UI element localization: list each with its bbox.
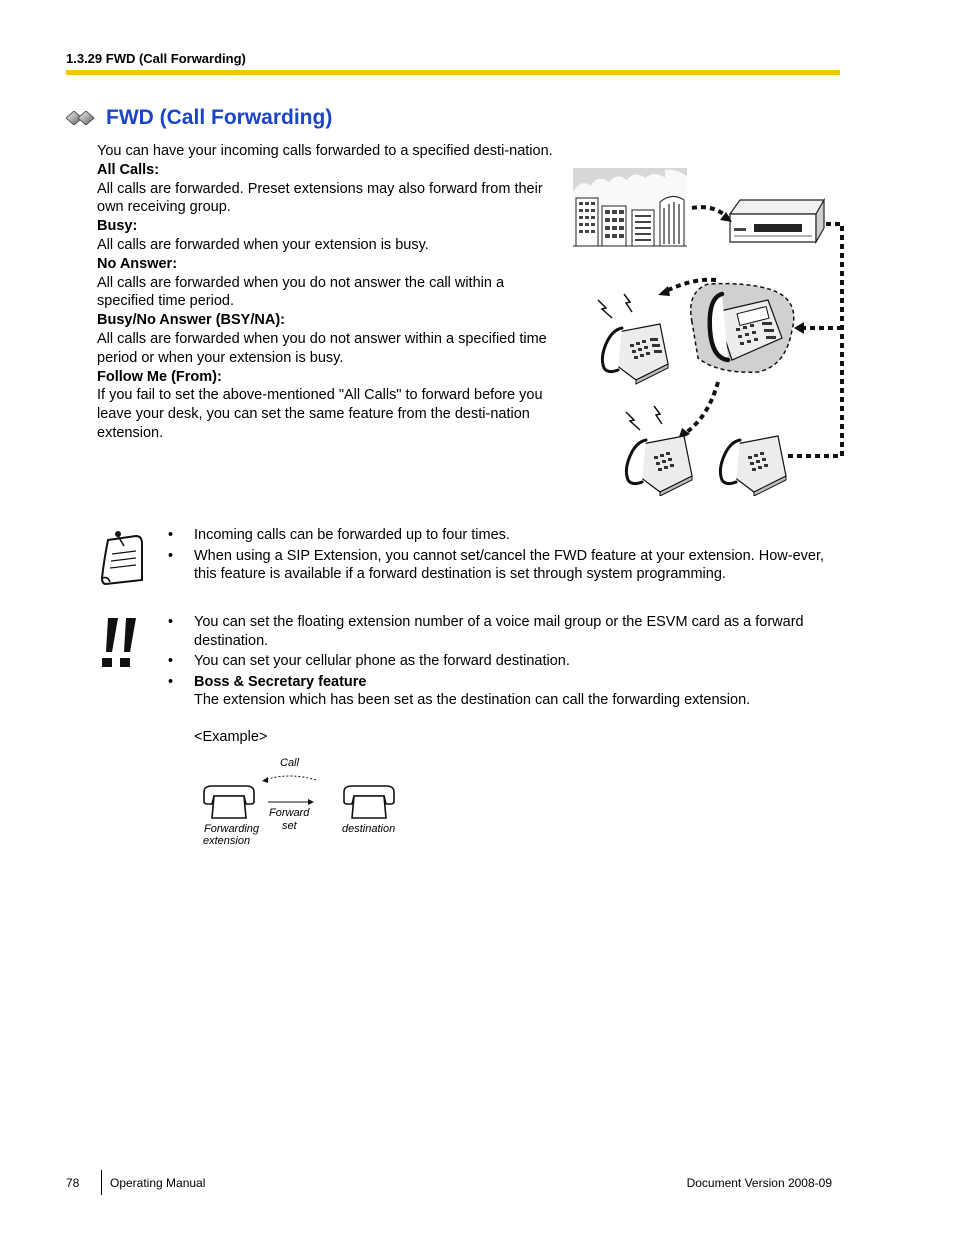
destination-label: destination xyxy=(342,823,396,835)
double-exclamation-icon xyxy=(98,616,142,670)
office-building-icon xyxy=(573,168,687,246)
warning-text: You can set your cellular phone as the forward destination. xyxy=(194,653,570,669)
busy-text: All calls are forwarded when your extension is busy. xyxy=(97,236,429,253)
busy-no-answer-label: Busy/No Answer (BSY/NA): xyxy=(97,312,285,329)
notes-list xyxy=(166,526,836,586)
diamond-bullet-icon xyxy=(66,111,100,125)
forward-set-label-2: set xyxy=(282,820,297,832)
list-item: • Incoming calls can be forwarded up to four times. xyxy=(168,527,510,543)
note-pad-icon xyxy=(98,530,146,586)
warnings-list xyxy=(166,613,838,748)
busy-no-answer-text: All calls are forwarded when you do not answer within a specified time period or when your extension is busy. xyxy=(97,330,547,366)
note-text: When using a SIP Extension, you cannot set/cancel the FWD feature at your extension. How-ever, this feature is available if a forward destination is set through system programming. xyxy=(194,547,825,582)
warning-text: You can set the floating extension number of a voice mail group or the ESVM card as a forward destination. xyxy=(194,614,804,649)
list-item: • When using a SIP Extension, you cannot set/cancel the FWD feature at your extension. How-ever, this feature is available if a forward destination is set through system programming. xyxy=(168,547,825,582)
handset-icon xyxy=(204,786,254,818)
note-text: Incoming calls can be forwarded up to four times. xyxy=(194,527,510,543)
boss-secretary-title: Boss & Secretary feature xyxy=(194,673,367,690)
handset-icon xyxy=(344,786,394,818)
no-answer-label: No Answer: xyxy=(97,255,178,272)
desk-phone-icon xyxy=(626,436,692,496)
desk-phone-icon xyxy=(720,436,786,496)
desk-phone-icon xyxy=(691,284,794,373)
follow-me-label: Follow Me (From): xyxy=(97,368,222,385)
intro-text xyxy=(97,142,555,443)
footer-divider xyxy=(101,1170,102,1195)
call-label: Call xyxy=(280,757,299,769)
document-version: Document Version 2008-09 xyxy=(686,1176,832,1190)
all-calls-label: All Calls: xyxy=(97,161,160,178)
manual-name: Operating Manual xyxy=(110,1176,206,1190)
busy-label: Busy: xyxy=(97,218,138,235)
list-item: • You can set the floating extension number of a voice mail group or the ESVM card as a forward destination. xyxy=(168,614,804,649)
boss-secretary-diagram xyxy=(196,752,406,852)
call-forwarding-illustration xyxy=(568,162,854,496)
boss-secretary-text: The extension which has been set as the destination can call the forwarding extension. xyxy=(194,692,751,708)
all-calls-text: All calls are forwarded. Preset extensions may also forward from their own receiving group. xyxy=(97,180,543,216)
title-row xyxy=(66,104,332,132)
no-answer-text: All calls are forwarded when you do not answer the call within a specified time period. xyxy=(97,274,505,310)
section-header: 1.3.29 FWD (Call Forwarding) xyxy=(66,51,246,66)
forwarding-extension-label-2: extension xyxy=(203,835,251,847)
forwarding-extension-label-1: Forwarding xyxy=(204,823,260,835)
page-number: 78 xyxy=(66,1176,80,1190)
forward-set-label-1: Forward xyxy=(269,807,310,819)
follow-me-text: If you fail to set the above-mentioned "All Calls" to forward before you leave your desk, you can set the same feature from the desti-nation extension. xyxy=(97,387,543,441)
example-label: <Example> xyxy=(194,728,268,745)
list-item: • Boss & Secretary feature The extension which has been set as the destination can call the forwarding extension. <Example> xyxy=(166,673,838,747)
pbx-unit-icon xyxy=(730,200,824,242)
desk-phone-icon xyxy=(602,324,668,384)
header-rule xyxy=(66,70,840,75)
intro-lead: You can have your incoming calls forwarded to a specified desti-nation. xyxy=(97,143,553,159)
list-item: • You can set your cellular phone as the forward destination. xyxy=(168,653,570,669)
page-title: FWD (Call Forwarding) xyxy=(106,106,333,129)
